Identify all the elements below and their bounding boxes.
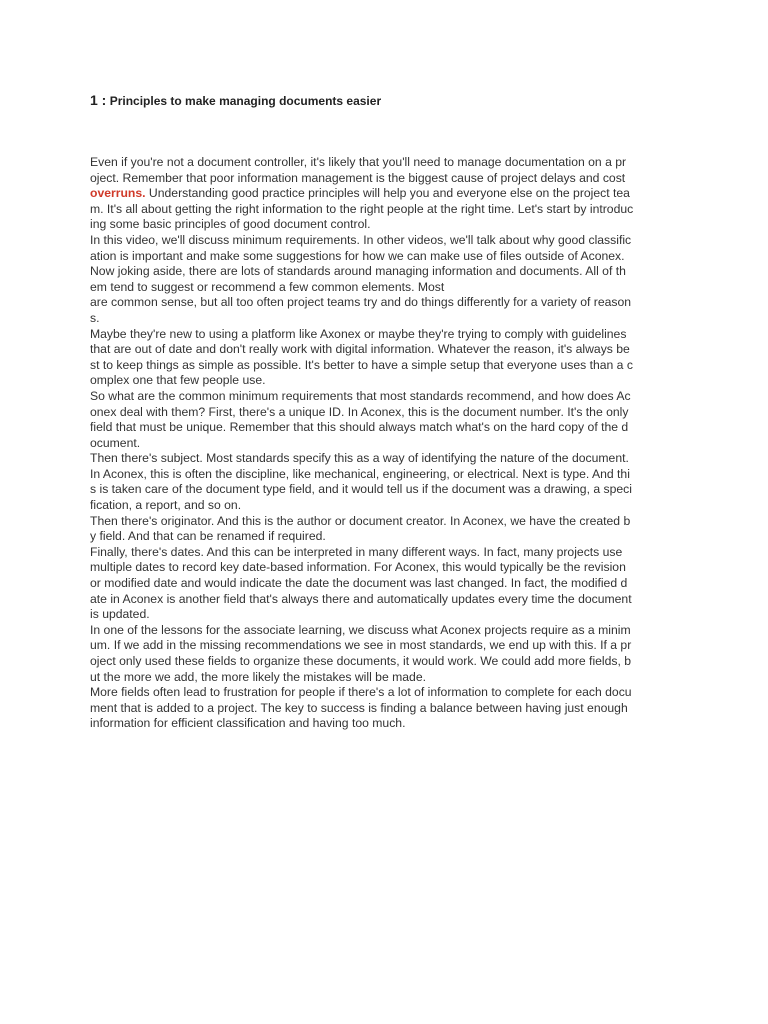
text-line (90, 280, 690, 296)
line-text: is updated. (90, 607, 150, 622)
line-text: In Aconex, this is often the discipline, like mechanical, engineering, or electrical. Next is type. And thi (90, 466, 630, 481)
text-line (90, 716, 690, 732)
line-text: More fields often lead to frustration for people if there's a lot of information to complete for each docu (90, 685, 632, 700)
text-line (90, 342, 690, 358)
text-line (90, 217, 690, 233)
line-text: s. (90, 310, 100, 325)
text-line (90, 654, 690, 670)
text-line (90, 592, 690, 608)
line-text: Even if you're not a document controller, it's likely that you'll need to manage documentation on a pr (90, 155, 627, 169)
text-line (90, 482, 690, 498)
text-line (90, 155, 690, 171)
line-text: ate in Aconex is another field that's always there and automatically updates every time the document (90, 591, 632, 606)
text-line (90, 389, 690, 405)
line-text: or modified date and would indicate the date the document was last changed. In fact, the modified d (90, 576, 628, 591)
text-line (90, 405, 690, 421)
line-text: information for efficient classification and having too much. (90, 716, 406, 731)
line-text: oject. Remember that poor information management is the biggest cause of project delays and cost (90, 170, 626, 185)
line-text: So what are the common minimum requirements that most standards recommend, and how does Ac (90, 388, 631, 403)
page-title (90, 91, 381, 110)
text-line (90, 623, 690, 639)
text-line (90, 373, 690, 389)
text-line (90, 233, 690, 249)
line-text: ing some basic principles of good document control. (90, 217, 371, 232)
line-text: onex deal with them? First, there's a unique ID. In Aconex, this is the document number. It's the only (90, 404, 629, 419)
line-text: em tend to suggest or recommend a few common elements. Most (90, 279, 445, 294)
text-line (90, 202, 690, 218)
text-line (90, 311, 690, 327)
text-line (90, 171, 690, 187)
line-text: In this video, we'll discuss minimum requirements. In other videos, we'll talk about why good classific (90, 232, 632, 247)
line-text: um. If we add in the missing recommendations we see in most standards, we end up with this. If a pr (90, 638, 632, 653)
line-text: are common sense, but all too often project teams try and do things differently for a variety of reason (90, 295, 632, 310)
text-line (90, 607, 690, 623)
text-line (90, 670, 690, 686)
line-text: Finally, there's dates. And this can be interpreted in many different ways. In fact, many projects use (90, 544, 623, 559)
body-text (90, 155, 690, 732)
text-line (90, 514, 690, 530)
line-text: ocument. (90, 435, 141, 450)
text-line (90, 498, 690, 514)
text-line (90, 327, 690, 343)
text-line (90, 529, 690, 545)
title-number: 1 : (90, 92, 107, 108)
text-line (90, 358, 690, 374)
text-line (90, 264, 690, 280)
line-text: ation is important and make some suggestions for how we can make use of files outside of Aconex. (90, 248, 625, 263)
text-line (90, 701, 690, 717)
title-text: Principles to make managing documents easier (109, 94, 382, 108)
text-line (90, 436, 690, 452)
line-text: fication, a report, and so on. (90, 498, 242, 513)
text-line (90, 420, 690, 436)
line-text: oject only used these fields to organize these documents, it would work. We could add more fields, b (90, 654, 632, 668)
line-text: ut the more we add, the more likely the mistakes will be made. (90, 669, 426, 684)
text-line (90, 638, 690, 654)
text-line (90, 451, 690, 467)
highlighted-word: overruns. (90, 186, 146, 201)
line-text: s is taken care of the document type field, and it would tell us if the document was a drawing, a speci (90, 482, 632, 497)
line-text: that are out of date and don't really work with digital information. Whatever the reason, it's always be (90, 342, 630, 357)
text-line (90, 560, 690, 576)
line-text: Maybe they're new to using a platform like Axonex or maybe they're trying to comply with guidelines (90, 326, 627, 341)
line-text: m. It's all about getting the right information to the right people at the right time. Let's start by introduc (90, 201, 634, 216)
text-line (90, 249, 690, 265)
line-text: Now joking aside, there are lots of standards around managing information and documents. All of th (90, 264, 626, 279)
line-text: multiple dates to record key date-based information. For Aconex, this would typically be the revision (90, 560, 626, 575)
line-text: Understanding good practice principles will help you and everyone else on the project tea (145, 186, 630, 201)
text-line (90, 576, 690, 592)
text-line (90, 295, 690, 311)
line-text: ment that is added to a project. The key to success is finding a balance between having just enough (90, 700, 628, 715)
line-text: st to keep things as simple as possible. It's better to have a simple setup that everyone uses than a c (90, 357, 633, 372)
line-text: field that must be unique. Remember that this should always match what's on the hard copy of the d (90, 420, 629, 435)
line-text: omplex one that few people use. (90, 373, 266, 388)
text-line (90, 545, 690, 561)
line-text: y field. And that can be renamed if required. (90, 529, 326, 544)
text-line (90, 186, 690, 202)
line-text: In one of the lessons for the associate learning, we discuss what Aconex projects require as a minim (90, 622, 631, 637)
text-line (90, 467, 690, 483)
text-line (90, 685, 690, 701)
line-text: Then there's originator. And this is the author or document creator. In Aconex, we have the created b (90, 513, 631, 528)
line-text: Then there's subject. Most standards specify this as a way of identifying the nature of the document. (90, 451, 629, 466)
